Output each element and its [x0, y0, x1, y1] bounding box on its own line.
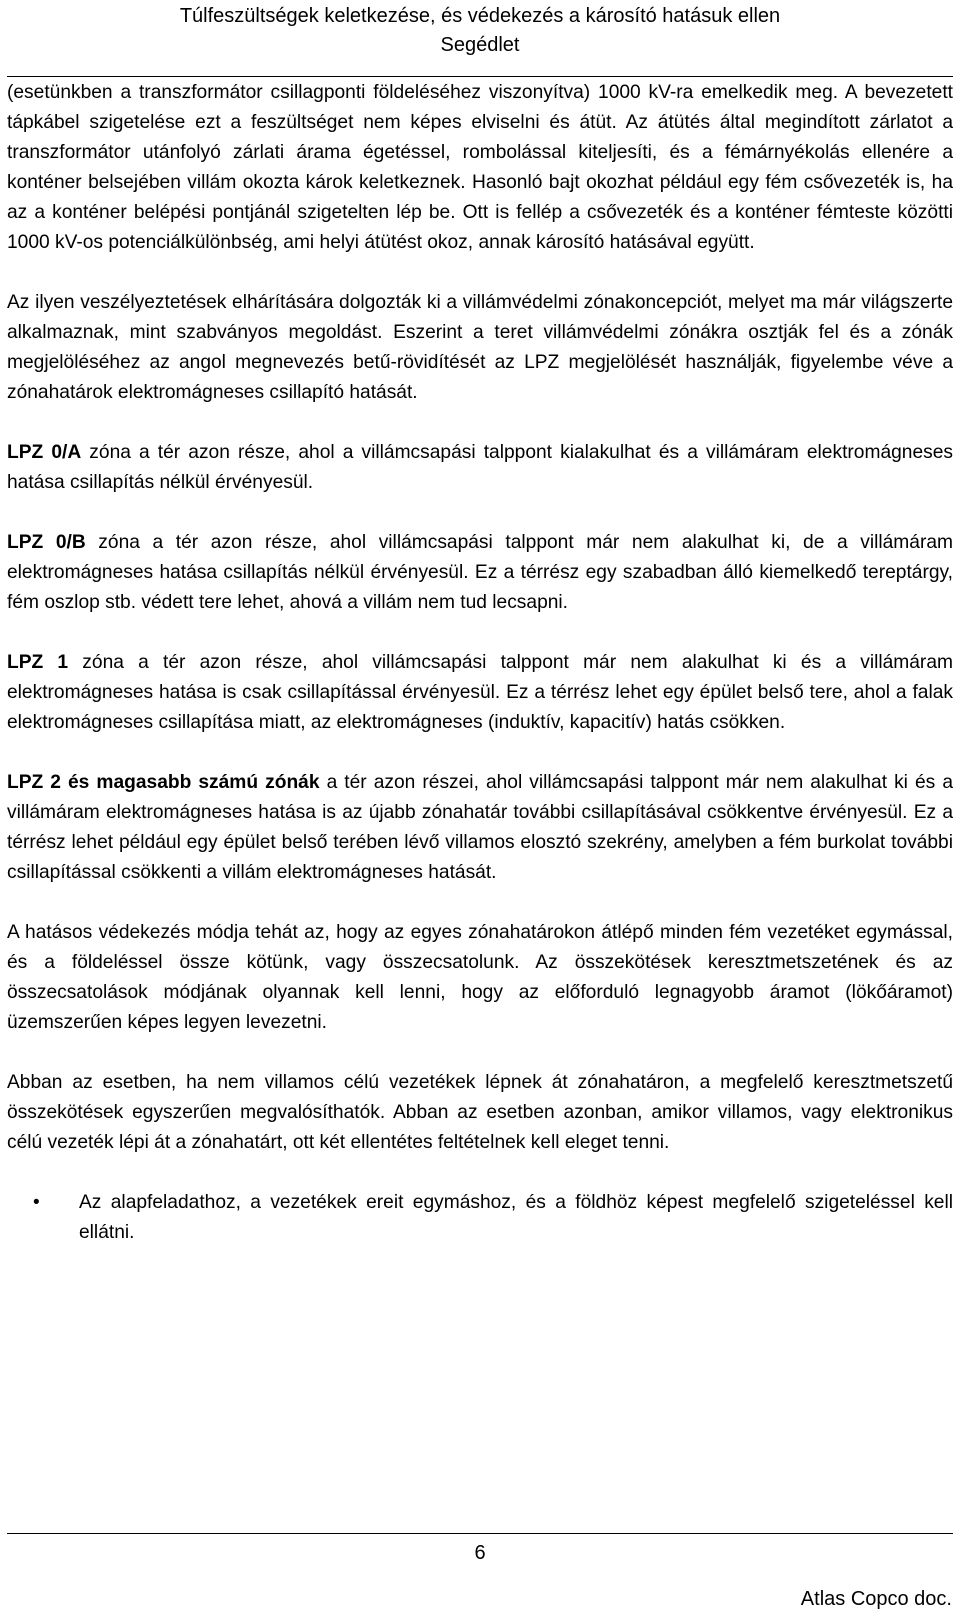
page-header [0, 2, 960, 60]
paragraph-lpz-0b [7, 528, 953, 618]
header-title: Túlfeszültségek keletkezése, és védekezés a károsító hatásuk ellen [179, 5, 781, 27]
paragraph-continuation: (esetünkben a transzformátor csillagponti földeléséhez viszonyítva) 1000 kV-ra emelkedik meg. A bevezetett tápkábel szigetelése ezt a feszültséget nem képes elviselni és átüt. Az átütés által megindított zárlatot a transzformátor utánfolyó zárlati árama égetéssel, rombolással kiteljesíti, és a fémárnyékolás ellenére a konténer belsejében villám okozta károk keletkeznek. Hasonló bajt okozhat például egy fém csővezeték is, ha az a konténer belépési pontjánál szigetelten lép be. Ott is fellép a csővezeték és a konténer fémteste közötti 1000 kV-os potenciálkülönbség, ami helyi átütést okoz, annak károsító hatásával együtt. [7, 82, 953, 253]
page-number: 6 [474, 1542, 486, 1564]
paragraph-zone-concept: Az ilyen veszélyeztetések elhárítására dolgozták ki a villámvédelmi zónakoncepciót, melyet ma már világszerte alkalmaznak, mint szabványos megoldást. Eszerint a teret villámvédelmi zónákra osztják fel és a zónák megjelöléséhez az angol megnevezés betű-rövidítését az LPZ megjelölését használják, figyelembe véve a zónahatárok elektromágneses csillapító hatását. [7, 292, 953, 403]
paragraph-protection-method: A hatásos védekezés módja tehát az, hogy az egyes zónahatárokon átlépő minden fém vezetéket egymással, és a földeléssel össze kötünk, vagy összecsatolunk. Az összekötések keresztmetszetének és az összecsatolások módjának olyannak kell lenni, hogy az előforduló legnagyobb áramot (lökőáramot) üzemszerűen képes legyen levezetni. [7, 922, 953, 1033]
paragraph-lpz-1 [7, 648, 953, 738]
lpz-0a-text: zóna a tér azon része, ahol a villámcsapási talppont kialakulhat és a villámáram elektromágneses hatása csillapítás nélkül érvényesül. [7, 442, 953, 493]
lpz-0b-label: LPZ 0/B [7, 532, 86, 553]
header-rule [7, 76, 953, 77]
bullet-dot-icon: • [33, 1192, 40, 1213]
footer-rule [7, 1533, 953, 1534]
document-body [7, 78, 953, 1248]
lpz-0b-text: zóna a tér azon része, ahol villámcsapási talppont már nem alakulhat ki, de a villámáram elektromágneses hatása csillapítás nélkül érvényesül. Ez a térrész egy szabadban álló kiemelkedő tereptárgy, fém oszlop stb. védett tere lehet, ahová a villám nem tud lecsapni. [7, 532, 953, 613]
lpz-0a-label: LPZ 0/A [7, 442, 82, 463]
lpz-2-label: LPZ 2 és magasabb számú zónák [7, 772, 320, 793]
paragraph-zone-crossing: Abban az esetben, ha nem villamos célú vezetékek lépnek át zónahatáron, a megfelelő keresztmetszetű összekötések egyszerűen megvalósíthatók. Abban az esetben azonban, amikor villamos, vagy elektronikus célú vezeték lépi át a zónahatárt, ott két ellentétes feltételnek kell eleget tenni. [7, 1072, 953, 1153]
header-subtitle: Segédlet [440, 34, 520, 56]
paragraph-lpz-0a [7, 438, 953, 498]
footer-doc-tag: Atlas Copco doc. [800, 1588, 952, 1610]
bullet-list-item [7, 1188, 953, 1248]
paragraph-lpz-2 [7, 768, 953, 888]
lpz-1-label: LPZ 1 [7, 652, 69, 673]
lpz-2-text: a tér azon részei, ahol villámcsapási talppont már nem alakulhat ki és a villámáram elektromágneses hatása is az újabb zónahatár további csillapításával csökkentve érvényesül. Ez a térrész lehet például egy épület belső terében lévő villamos elosztó szekrény, amelyben a fém burkolat további csillapítással csökkenti a villám elektromágneses hatását. [7, 772, 953, 883]
lpz-1-text: zóna a tér azon része, ahol villámcsapási talppont már nem alakulhat ki és a villámáram elektromágneses hatása is csak csillapítással érvényesül. Ez a térrész lehet egy épület belső tere, ahol a falak elektromágneses csillapítása miatt, az elektromágneses (induktív, kapacitív) hatás csökken. [7, 652, 953, 733]
bullet-text: Az alapfeladathoz, a vezetékek ereit egymáshoz, és a földhöz képest megfelelő szigeteléssel kell ellátni. [79, 1192, 953, 1243]
